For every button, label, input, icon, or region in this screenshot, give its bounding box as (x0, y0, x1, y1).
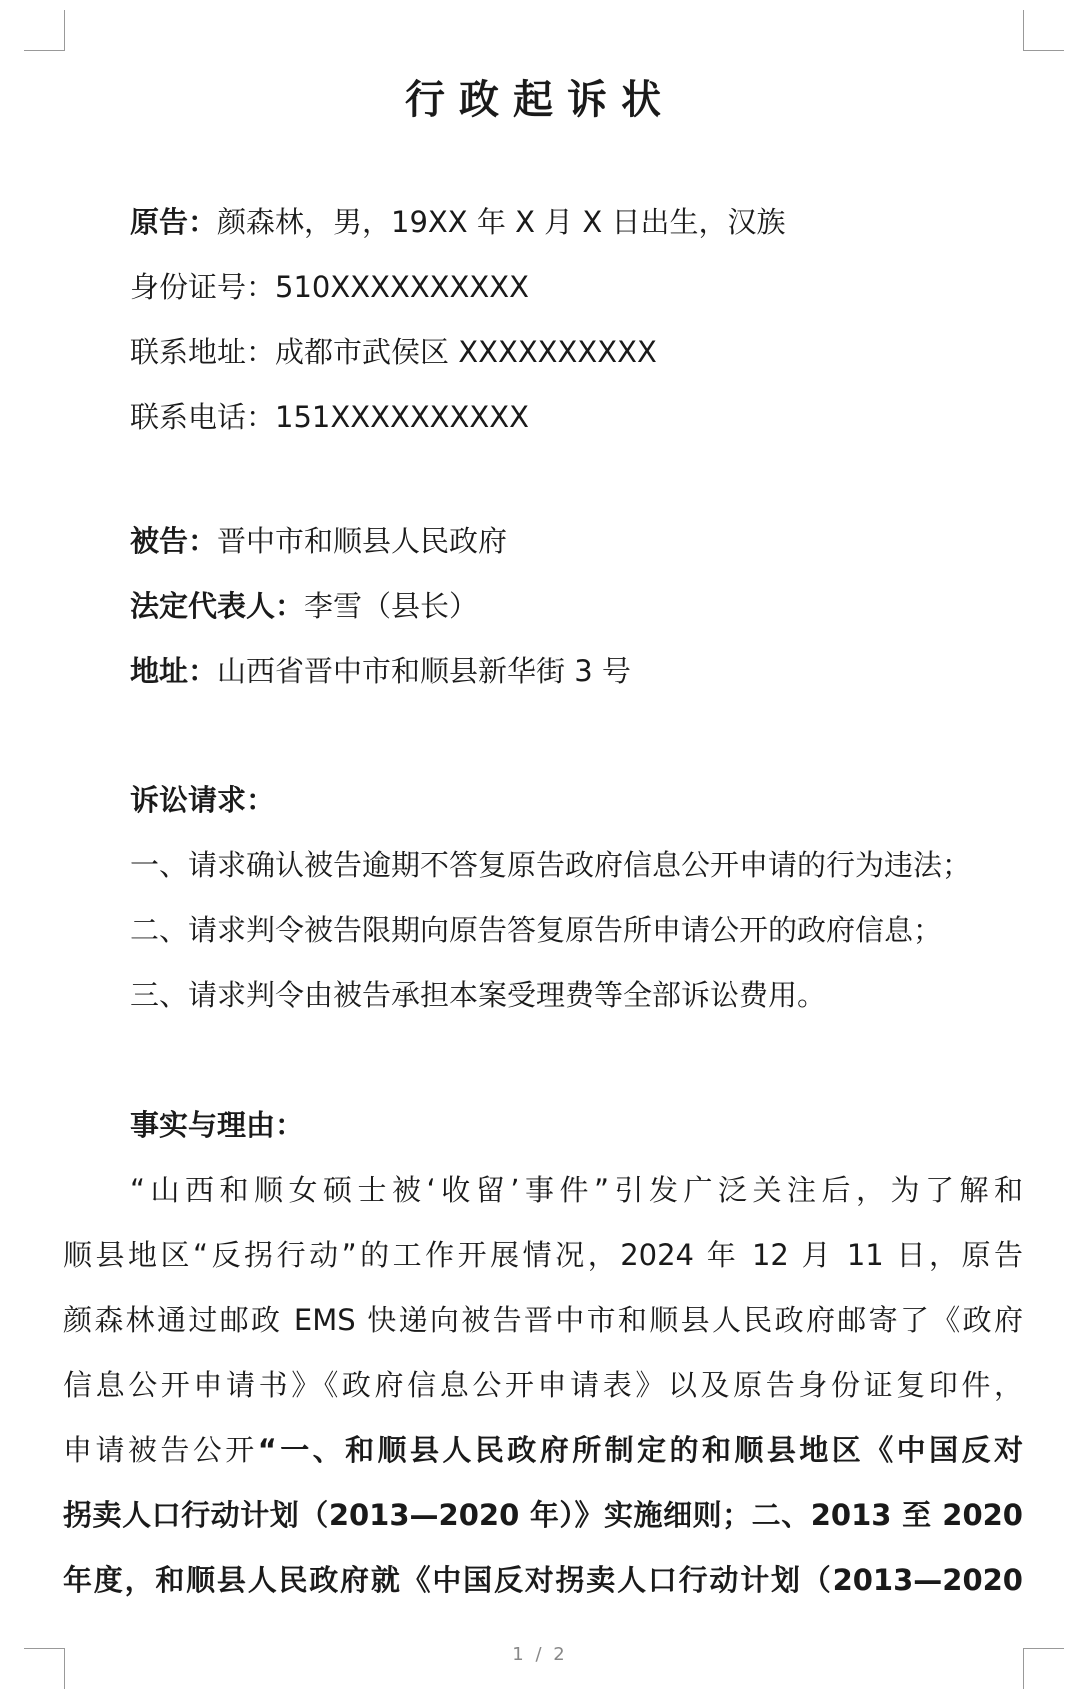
claim-item-1: 一、请求确认被告逾期不答复原告政府信息公开申请的行为违法； (130, 848, 972, 882)
representative-value: 李雪（县长） (304, 589, 479, 623)
page-number: 1 / 2 (512, 1644, 568, 1665)
plaintiff-phone: 联系电话：151XXXXXXXXXX (130, 400, 530, 434)
defendant-representative-line (130, 586, 478, 626)
defendant-address-line (130, 651, 631, 691)
crop-mark-top-right (1023, 10, 1064, 51)
defendant-address-label: 地址： (130, 654, 218, 688)
defendant-line (130, 521, 507, 561)
plaintiff-line (130, 202, 785, 242)
plaintiff-address: 联系地址：成都市武侯区 XXXXXXXXXX (130, 335, 657, 369)
representative-label: 法定代表人： (130, 589, 305, 623)
facts-line-4: 信息公开申请书》《政府信息公开申请表》以及原告身份证复印件， (63, 1368, 1023, 1402)
plaintiff-id: 身份证号：510XXXXXXXXXX (130, 270, 530, 304)
plaintiff-value: 颜森林，男，19XX 年 X 月 X 日出生，汉族 (217, 205, 786, 239)
defendant-label: 被告： (130, 524, 218, 558)
defendant-value: 晋中市和顺县人民政府 (217, 524, 508, 558)
claim-item-3: 三、请求判令由被告承担本案受理费等全部诉讼费用。 (130, 978, 827, 1012)
facts-heading: 事实与理由： (130, 1108, 305, 1142)
plaintiff-label: 原告： (130, 205, 218, 239)
facts-line-5-normal: 申请被告公开 (63, 1433, 258, 1467)
document-title: 行政起诉状 (405, 77, 675, 123)
facts-line-2: 顺县地区“反拐行动”的工作开展情况，2024 年 12 月 11 日，原告 (63, 1238, 1023, 1272)
crop-mark-top-left (24, 10, 65, 51)
defendant-address-value: 山西省晋中市和顺县新华街 3 号 (217, 654, 631, 688)
facts-line-5 (63, 1430, 1023, 1470)
facts-line-6: 拐卖人口行动计划（2013—2020 年）》实施细则；二、2013 至 2020 (63, 1498, 1023, 1532)
facts-line-1: “山西和顺女硕士被‘收留’事件”引发广泛关注后，为了解和 (130, 1173, 1023, 1207)
claims-heading: 诉讼请求： (130, 783, 276, 817)
facts-line-7: 年度，和顺县人民政府就《中国反对拐卖人口行动计划（2013—2020 (63, 1563, 1023, 1597)
facts-line-3: 颜森林通过邮政 EMS 快递向被告晋中市和顺县人民政府邮寄了《政府 (63, 1303, 1023, 1337)
facts-line-5-bold: “一、和顺县人民政府所制定的和顺县地区《中国反对 (257, 1433, 1023, 1467)
claim-item-2: 二、请求判令被告限期向原告答复原告所申请公开的政府信息； (130, 913, 943, 947)
